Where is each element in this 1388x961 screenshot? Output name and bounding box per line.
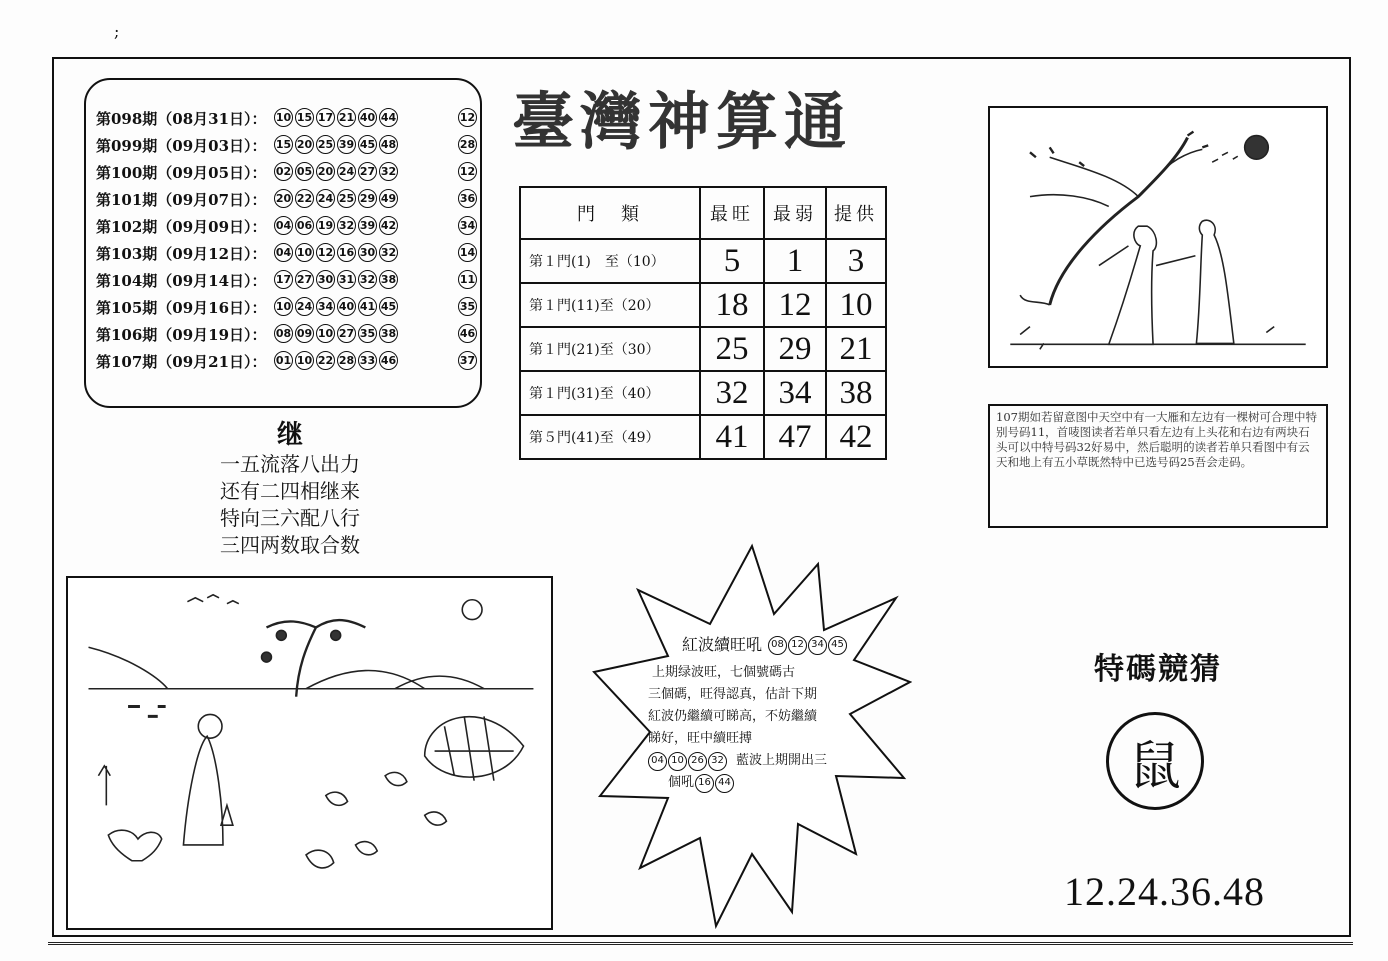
- stray-mark: ;: [114, 22, 120, 41]
- table-cell-value: 18: [700, 283, 764, 327]
- history-balls: [274, 270, 398, 289]
- history-balls: [274, 351, 398, 370]
- starburst-content: [648, 634, 876, 794]
- number-ball: 25: [316, 135, 335, 154]
- history-row: [96, 243, 480, 270]
- table-cell-category: 第１門(31)至（40）: [520, 371, 700, 415]
- special-ball: 46: [458, 324, 477, 343]
- poem-line: 三四两数取合数: [220, 533, 360, 557]
- number-ball: 40: [337, 297, 356, 316]
- table-row: [520, 415, 886, 459]
- table-cell-value: 3: [826, 239, 886, 283]
- special-ball: 37: [458, 351, 477, 370]
- number-ball: 15: [295, 108, 314, 127]
- illustration-farm: [66, 576, 553, 930]
- number-ball: 45: [828, 636, 847, 655]
- number-ball: 10: [295, 243, 314, 262]
- history-balls: [274, 108, 398, 127]
- number-ball: 33: [358, 351, 377, 370]
- table-row: [520, 327, 886, 371]
- starburst-line: 紅波仍繼續可睇高，不妨繼續: [648, 709, 818, 724]
- number-ball: 10: [274, 108, 293, 127]
- history-row: [96, 189, 480, 216]
- number-ball: 10: [295, 351, 314, 370]
- table-cell-value: 10: [826, 283, 886, 327]
- starburst-last-line: [648, 772, 876, 794]
- history-row-label: 第105期（09月16日）：: [96, 299, 267, 317]
- number-ball: 04: [274, 243, 293, 262]
- number-ball: 10: [274, 297, 293, 316]
- special-ball: 34: [458, 216, 477, 235]
- history-box: [84, 78, 482, 408]
- starburst-blue-text: 藍波上期開出三: [736, 753, 828, 768]
- number-ball: 34: [316, 297, 335, 316]
- special-ball: 12: [458, 162, 477, 181]
- number-ball: 02: [274, 162, 293, 181]
- number-ball: 27: [358, 162, 377, 181]
- number-ball: 34: [808, 636, 827, 655]
- col-header-cold: 最弱: [764, 187, 826, 239]
- table-cell-category: 第５門(41)至（49）: [520, 415, 700, 459]
- number-ball: 10: [316, 324, 335, 343]
- special-ball: 35: [458, 297, 477, 316]
- poem-line: 特向三六配八行: [220, 506, 360, 530]
- table-row: [520, 239, 886, 283]
- table-cell-value: 38: [826, 371, 886, 415]
- number-ball: 32: [358, 270, 377, 289]
- number-ball: 21: [337, 108, 356, 127]
- special-ball: 36: [458, 189, 477, 208]
- special-ball: 14: [458, 243, 477, 262]
- number-ball: 12: [788, 636, 807, 655]
- number-ball: 49: [379, 189, 398, 208]
- table-cell-value: 5: [700, 239, 764, 283]
- number-ball: 19: [316, 216, 335, 235]
- number-ball: 24: [295, 297, 314, 316]
- table-cell-value: 34: [764, 371, 826, 415]
- number-ball: 12: [316, 243, 335, 262]
- number-ball: 09: [295, 324, 314, 343]
- number-ball: 20: [274, 189, 293, 208]
- starburst-heading: [682, 634, 876, 656]
- number-ball: 04: [274, 216, 293, 235]
- table-cell-value: 47: [764, 415, 826, 459]
- number-ball: 10: [668, 752, 687, 771]
- number-ball: 32: [379, 243, 398, 262]
- history-balls: [274, 189, 398, 208]
- number-ball: 44: [715, 774, 734, 793]
- number-ball: 39: [337, 135, 356, 154]
- number-ball: 22: [316, 351, 335, 370]
- table-cell-value: 41: [700, 415, 764, 459]
- number-ball: 17: [316, 108, 335, 127]
- number-ball: 38: [379, 270, 398, 289]
- history-row-label: 第098期（08月31日）：: [96, 110, 267, 128]
- history-row: [96, 108, 480, 135]
- table-cell-value: 21: [826, 327, 886, 371]
- number-ball: 27: [337, 324, 356, 343]
- table-cell-value: 1: [764, 239, 826, 283]
- number-ball: 04: [648, 752, 667, 771]
- history-row-label: 第103期（09月12日）：: [96, 245, 267, 263]
- history-row: [96, 270, 480, 297]
- page-title: 臺灣神算通: [512, 85, 853, 158]
- number-ball: 42: [379, 216, 398, 235]
- poem-line: 还有二四相继来: [220, 479, 360, 503]
- number-ball: 22: [295, 189, 314, 208]
- zodiac-circle: 鼠: [1106, 712, 1204, 810]
- number-ball: 30: [316, 270, 335, 289]
- number-ball: 01: [274, 351, 293, 370]
- history-row: [96, 351, 480, 378]
- history-balls: [274, 243, 398, 262]
- col-header-offer: 提供: [826, 187, 886, 239]
- history-balls: [274, 216, 398, 235]
- special-ball: 12: [458, 108, 477, 127]
- history-row: [96, 324, 480, 351]
- number-ball: 29: [358, 189, 377, 208]
- number-ball: 32: [337, 216, 356, 235]
- number-ball: 05: [295, 162, 314, 181]
- history-balls: [274, 297, 398, 316]
- number-ball: 28: [337, 351, 356, 370]
- number-ball: 26: [688, 752, 707, 771]
- news-text: 107期如若留意图中天空中有一大雁和左边有一棵树可合理中特别号码11，首唛图读者若单只看左边有上头花和右边有两块石头可以中特号码32好易中，然后聪明的读者若单只看图中有云天和地上有五小草既然特中已选号码25吾会走码。: [988, 404, 1328, 528]
- table-cell-value: 29: [764, 327, 826, 371]
- number-ball: 25: [337, 189, 356, 208]
- number-ball: 41: [358, 297, 377, 316]
- number-ball: 45: [358, 135, 377, 154]
- number-ball: 30: [358, 243, 377, 262]
- table-cell-value: 42: [826, 415, 886, 459]
- number-ball: 39: [358, 216, 377, 235]
- special-ball: 11: [458, 270, 477, 289]
- history-row-label: 第099期（09月03日）：: [96, 137, 267, 155]
- bottom-rule: [48, 942, 1353, 945]
- history-row-label: 第100期（09月05日）：: [96, 164, 267, 182]
- history-balls: [274, 162, 398, 181]
- history-row: [96, 216, 480, 243]
- starburst-line: 三個碼，旺得認真，估計下期: [648, 687, 818, 702]
- number-ball: 20: [295, 135, 314, 154]
- col-header-hot: 最旺: [700, 187, 764, 239]
- number-ball: 44: [379, 108, 398, 127]
- number-ball: 27: [295, 270, 314, 289]
- number-ball: 38: [379, 324, 398, 343]
- table-row: [520, 371, 886, 415]
- history-row-label: 第101期（09月07日）：: [96, 191, 267, 209]
- starburst-last-prefix: 個吼: [668, 775, 695, 790]
- number-ball: 46: [379, 351, 398, 370]
- history-balls: [274, 324, 398, 343]
- special-ball: 28: [458, 135, 477, 154]
- col-header-category: 門 類: [520, 187, 700, 239]
- number-ball: 08: [768, 636, 787, 655]
- table-cell-category: 第１門(1) 至（10）: [520, 239, 700, 283]
- number-ball: 06: [295, 216, 314, 235]
- starburst-line: 上期绿波旺，七個號碼古: [652, 665, 796, 680]
- history-row-label: 第104期（09月14日）：: [96, 272, 267, 290]
- table-cell-value: 25: [700, 327, 764, 371]
- number-ball: 17: [274, 270, 293, 289]
- number-ball: 32: [708, 752, 727, 771]
- history-row: [96, 162, 480, 189]
- number-ball: 24: [316, 189, 335, 208]
- number-ball: 45: [379, 297, 398, 316]
- table-cell-category: 第１門(21)至（30）: [520, 327, 700, 371]
- history-row-label: 第107期（09月21日）：: [96, 353, 267, 371]
- table-cell-value: 12: [764, 283, 826, 327]
- starburst-line: 睇好，旺中續旺搏: [648, 731, 753, 746]
- prediction-table: [519, 186, 887, 460]
- number-ball: 40: [358, 108, 377, 127]
- number-ball: 32: [379, 162, 398, 181]
- history-row: [96, 135, 480, 162]
- table-cell-value: 32: [700, 371, 764, 415]
- number-ball: 31: [337, 270, 356, 289]
- number-ball: 35: [358, 324, 377, 343]
- table-row: [520, 283, 886, 327]
- poem: [212, 422, 368, 559]
- history-row-label: 第106期（09月19日）：: [96, 326, 267, 344]
- number-ball: 16: [695, 774, 714, 793]
- number-ball: 20: [316, 162, 335, 181]
- starburst-heading-text: 紅波續旺吼: [682, 635, 763, 654]
- number-ball: 24: [337, 162, 356, 181]
- poem-title: 继: [276, 420, 303, 450]
- number-ball: 16: [337, 243, 356, 262]
- starburst-panel: [592, 542, 912, 932]
- history-row-label: 第102期（09月09日）：: [96, 218, 267, 236]
- number-ball: 48: [379, 135, 398, 154]
- table-cell-category: 第１門(11)至（20）: [520, 283, 700, 327]
- special-guess-label: 特碼競猜: [1094, 652, 1222, 687]
- poem-line: 一五流落八出力: [220, 452, 360, 476]
- guess-numbers: 12.24.36.48: [1064, 869, 1265, 914]
- number-ball: 08: [274, 324, 293, 343]
- starburst-blue-line: [648, 750, 876, 772]
- history-balls: [274, 135, 398, 154]
- number-ball: 15: [274, 135, 293, 154]
- history-row: [96, 297, 480, 324]
- illustration-couple: [988, 106, 1328, 368]
